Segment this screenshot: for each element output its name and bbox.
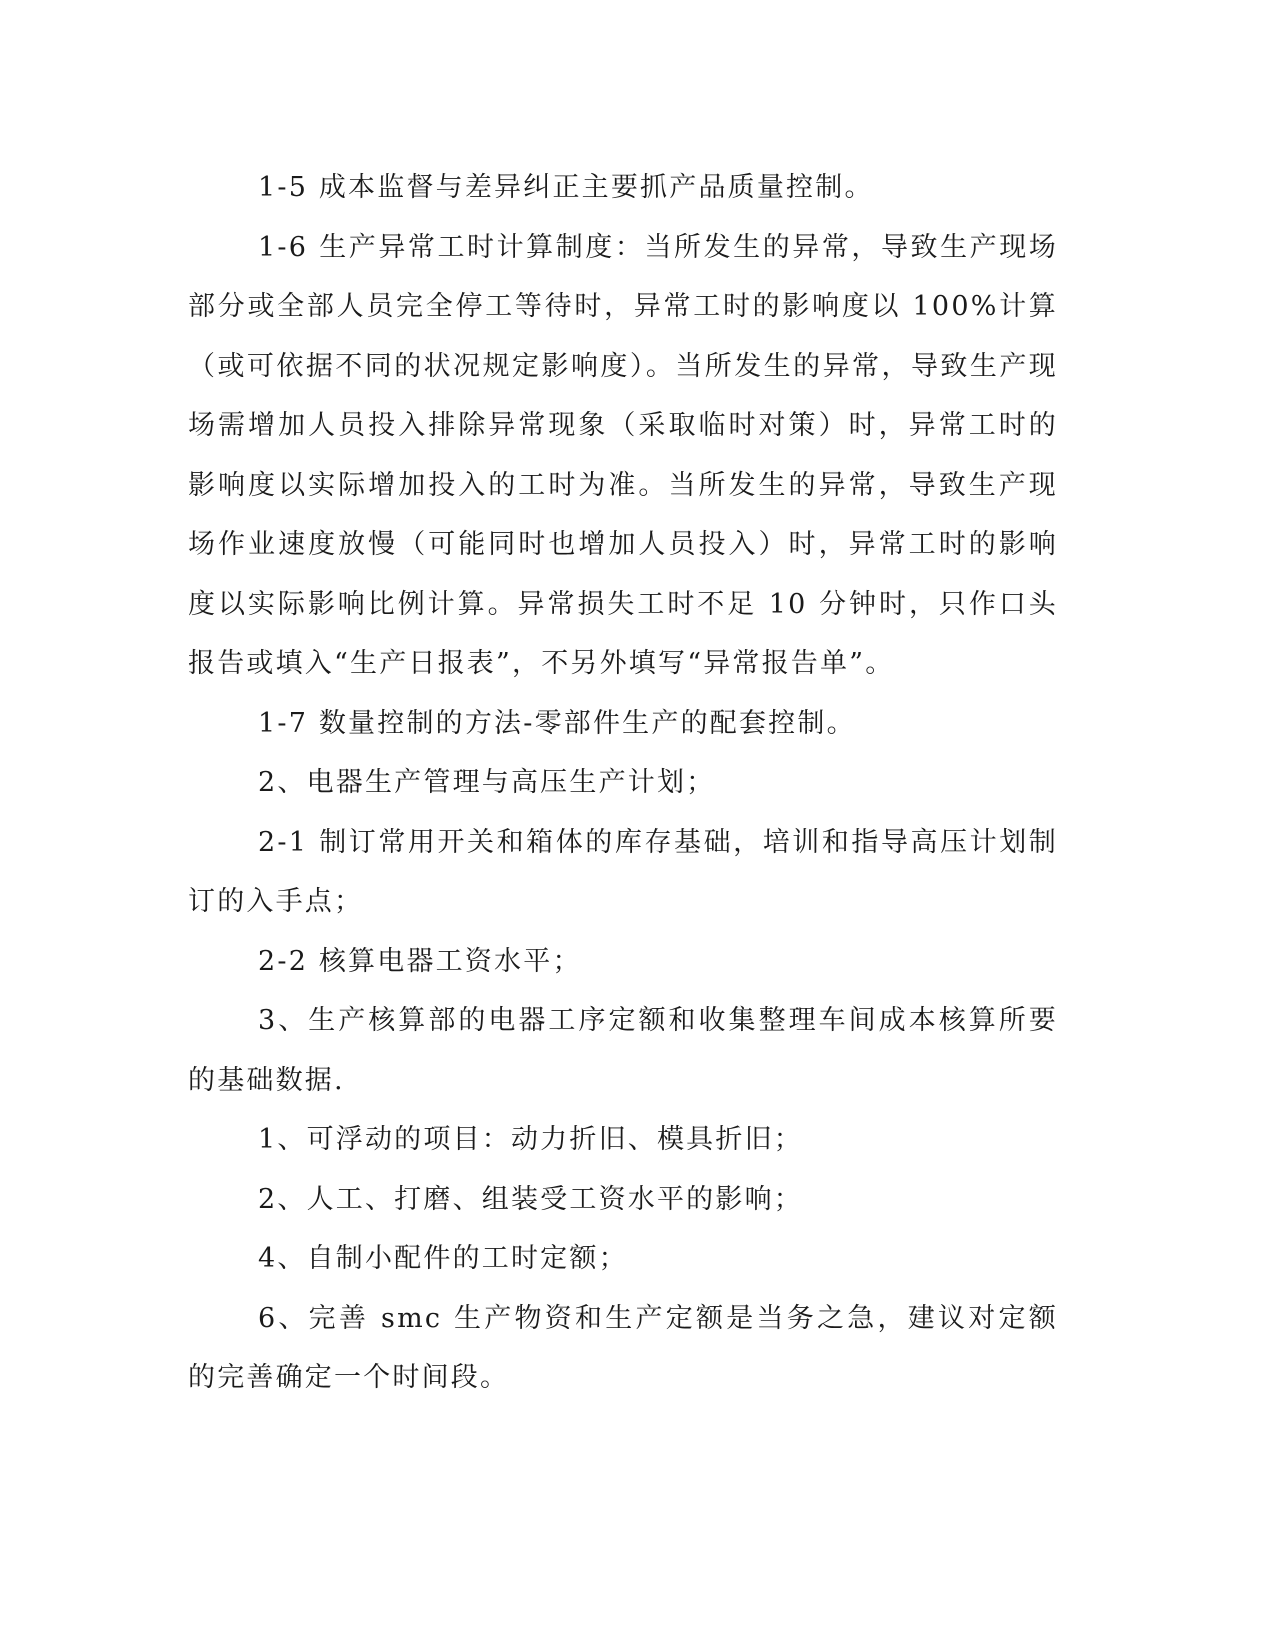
paragraph-3: 3、生产核算部的电器工序定额和收集整理车间成本核算所要的基础数据. (188, 1005, 1058, 1096)
paragraph-1-6: 1-6 生产异常工时计算制度：当所发生的异常，导致生产现场部分或全部人员完全停工等待时，异常工时的影响度以 100%计算（或可依据不同的状况规定影响度）。当所发生的异常，导致生产现场需增加人员投入排除异常现象（采取临时对策）时，异常工时的影响度以实际增加投入的工时为准。当所发生的异常，导致生产现场作业速度放慢（可能同时也增加人员投入）时，异常工时的影响度以实际影响比例计算。异常损失工时不足 10 分钟时，只作口头报告或填入“生产日报表”，不另外填写“异常报告单”。 (188, 231, 1058, 679)
paragraph-item-1: 1、可浮动的项目：动力折旧、模具折旧； (258, 1124, 803, 1155)
paragraph-item-2: 2、人工、打磨、组装受工资水平的影响； (258, 1183, 803, 1215)
paragraph-1-7: 1-7 数量控制的方法-零部件生产的配套控制。 (258, 707, 856, 739)
paragraph-2-1: 2-1 制订常用开关和箱体的库存基础，培训和指导高压计划制订的入手点； (188, 826, 1058, 917)
paragraph-2: 2、电器生产管理与高压生产计划； (258, 767, 716, 798)
paragraph-item-4: 4、自制小配件的工时定额； (258, 1243, 628, 1274)
paragraph-2-2: 2-2 核算电器工资水平； (258, 945, 582, 977)
paragraph-item-6: 6、完善 smc 生产物资和生产定额是当务之急，建议对定额的完善确定一个时间段。 (188, 1302, 1058, 1393)
document-body (188, 158, 1058, 1408)
paragraph-1-5: 1-5 成本监督与差异纠正主要抓产品质量控制。 (258, 172, 874, 203)
